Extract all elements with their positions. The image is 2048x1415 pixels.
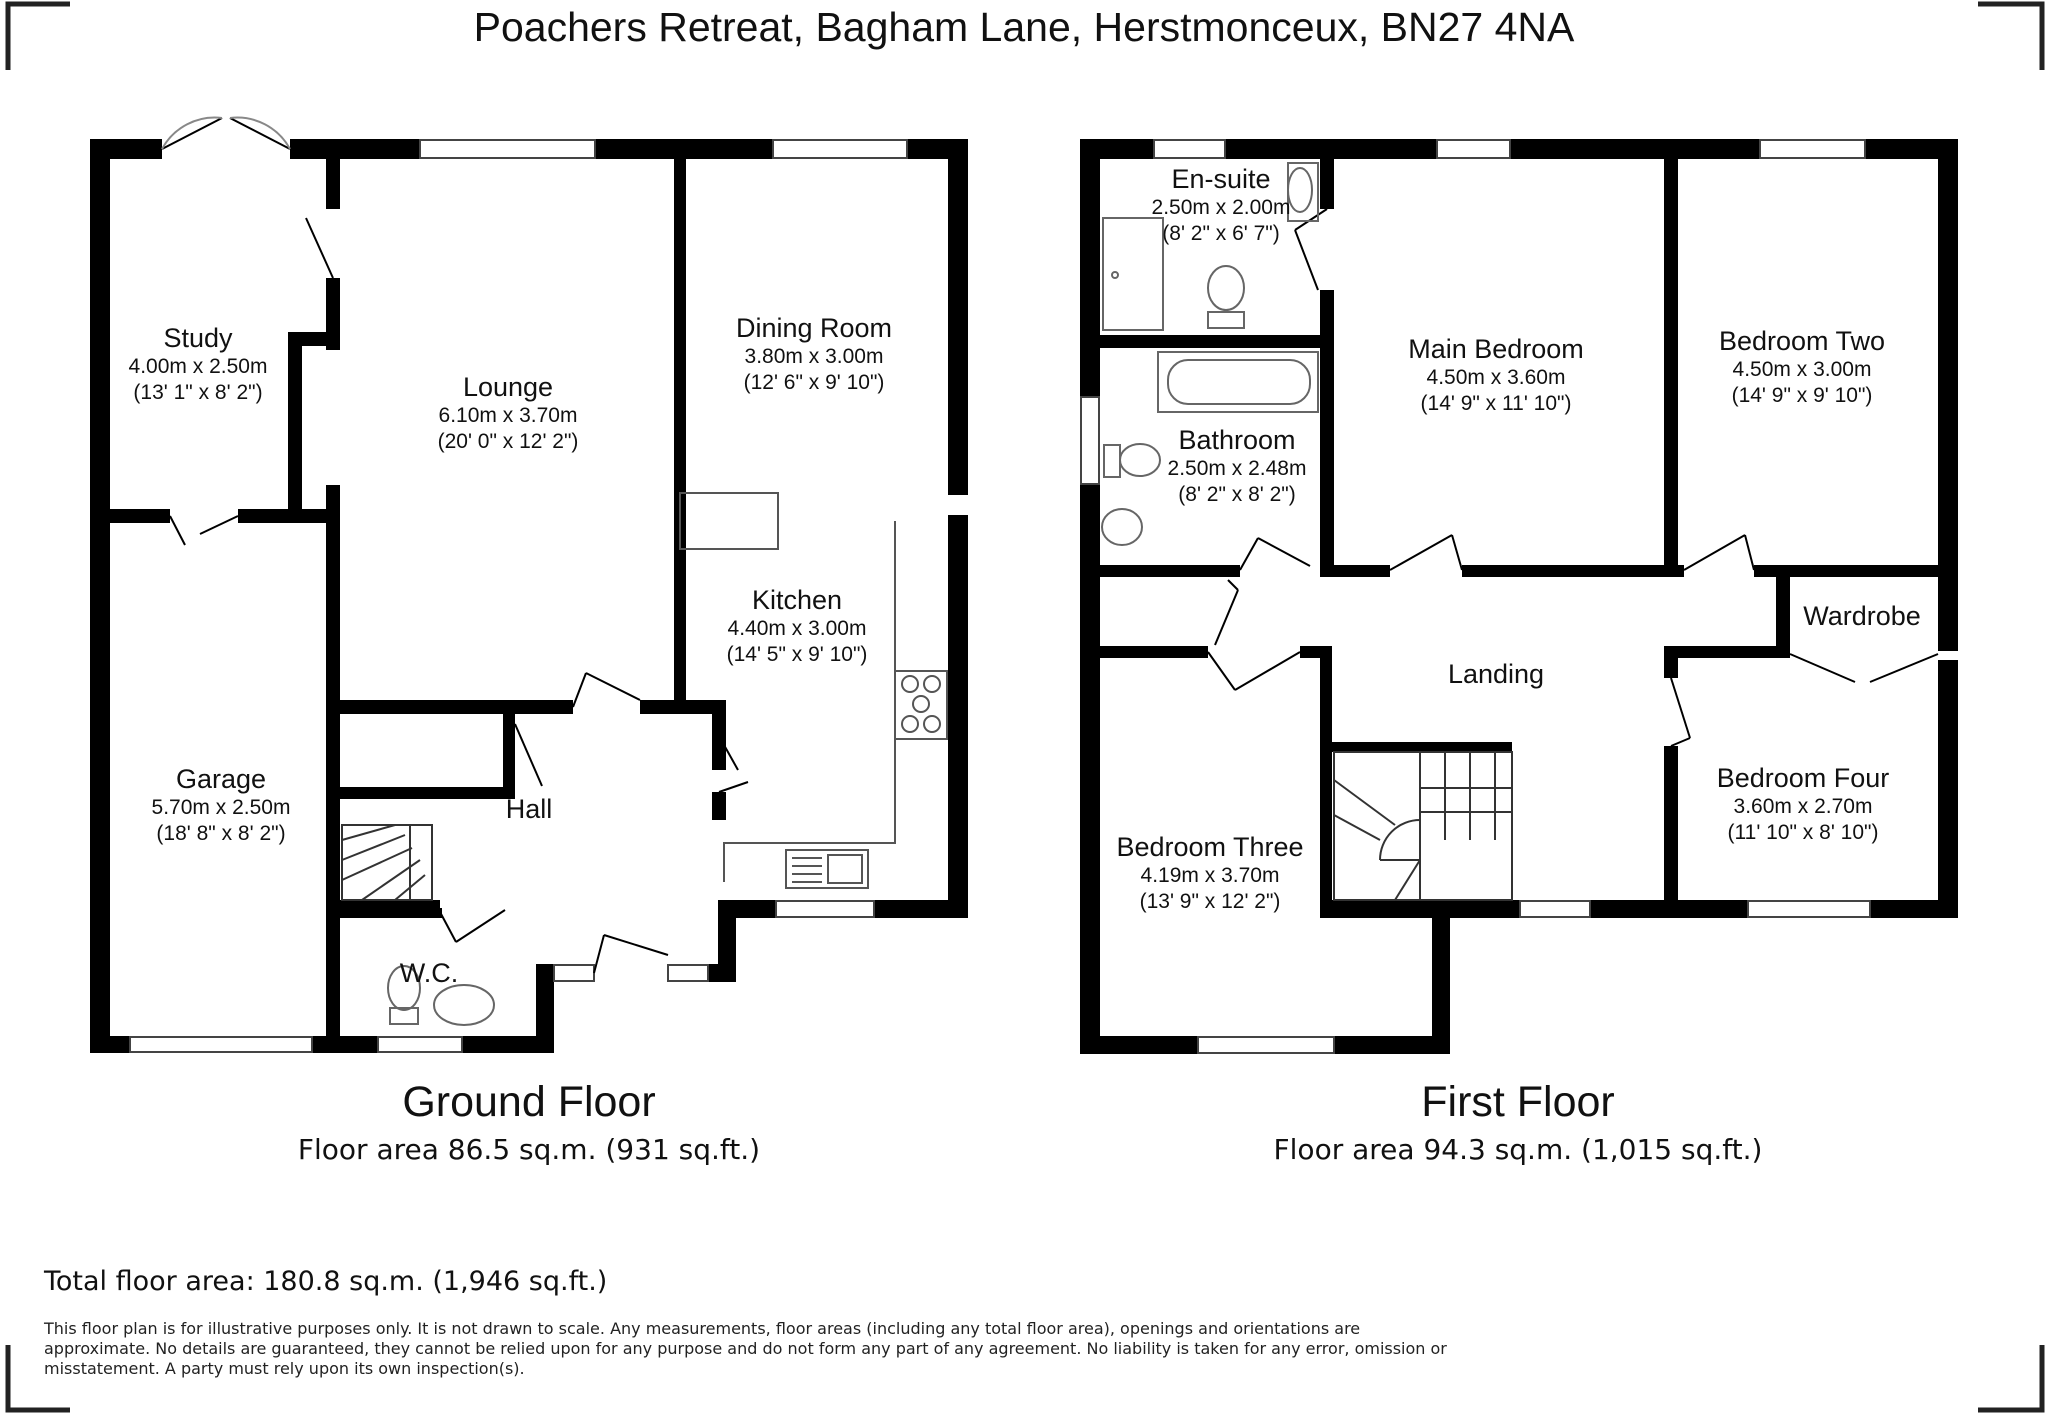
room-metric: 2.50m x 2.48m (1167, 457, 1307, 481)
floor-name: First Floor (1421, 1078, 1615, 1126)
kitchen-fixtures (680, 493, 947, 888)
room-metric: 5.70m x 2.50m (151, 796, 291, 820)
room-garage (152, 763, 291, 846)
room-name: Dining Room (735, 313, 893, 343)
room-hall (506, 793, 553, 825)
room-wc (400, 957, 459, 989)
room-imperial: (13' 1" x 8' 2") (133, 380, 263, 404)
room-metric: 4.40m x 3.00m (727, 617, 867, 641)
disclaimer: This floor plan is for illustrative purposes only. It is not drawn to scale. Any measurements, floor areas (including any total floor area), openings and orientations are approximate. No details are guaranteed, they cannot be relied upon for any purpose and do not form any part of any agreement. No liability is taken for any error, omission or misstatement. A party must rely upon its own inspection(s). (44, 1319, 1447, 1378)
room-name: Bathroom (1178, 425, 1296, 455)
room-imperial: (13' 9" x 12' 2") (1139, 889, 1281, 913)
room-main-bedroom (1408, 333, 1584, 416)
room-name: Garage (175, 764, 267, 794)
room-name: Kitchen (751, 585, 843, 615)
room-metric: 3.80m x 3.00m (744, 345, 884, 369)
room-imperial: (8' 2" x 6' 7") (1162, 221, 1280, 245)
first-floor-doors (1208, 209, 1938, 746)
room-landing (1448, 658, 1544, 690)
room-dining (736, 312, 892, 395)
floor-area: Floor area 86.5 sq.m. (931 sq.ft.) (297, 1133, 761, 1166)
ground-floor-caption (298, 1078, 760, 1166)
room-metric: 4.50m x 3.60m (1426, 366, 1566, 390)
room-metric: 6.10m x 3.70m (438, 404, 578, 428)
room-kitchen (727, 584, 868, 667)
room-name: Bedroom Four (1716, 763, 1890, 793)
total-floor-area: Total floor area: 180.8 sq.m. (1,946 sq.ft.) (44, 1266, 608, 1297)
floor-area: Floor area 94.3 sq.m. (1,015 sq.ft.) (1273, 1133, 1763, 1166)
room-metric: 2.50m x 2.00m (1151, 196, 1291, 220)
room-imperial: (14' 9" x 11' 10") (1420, 391, 1572, 415)
room-name: En-suite (1171, 164, 1271, 194)
room-imperial: (12' 6" x 9' 10") (743, 370, 885, 394)
room-bathroom (1168, 424, 1307, 507)
room-name: Lounge (462, 372, 554, 402)
room-bedroom-four (1717, 762, 1890, 845)
room-bedroom-three (1116, 831, 1303, 914)
room-imperial: (11' 10" x 8' 10") (1727, 820, 1879, 844)
room-name: Bedroom Three (1116, 832, 1304, 862)
room-lounge (438, 371, 579, 454)
room-imperial: (20' 0" x 12' 2") (437, 429, 579, 453)
room-imperial: (18' 8" x 8' 2") (156, 821, 286, 845)
room-metric: 4.00m x 2.50m (128, 355, 268, 379)
floor-name: Ground Floor (402, 1078, 656, 1126)
room-ensuite (1152, 163, 1291, 246)
room-wardrobe (1803, 600, 1921, 632)
first-floor-stairs (1334, 752, 1512, 900)
room-metric: 4.19m x 3.70m (1140, 864, 1280, 888)
room-name: Bedroom Two (1718, 326, 1886, 356)
room-imperial: (8' 2" x 8' 2") (1178, 482, 1296, 506)
room-name: Landing (1447, 659, 1545, 689)
room-imperial: (14' 9" x 9' 10") (1731, 383, 1873, 407)
room-name: Wardrobe (1803, 601, 1921, 631)
room-name: Main Bedroom (1408, 334, 1584, 364)
ground-floor-stairs (342, 825, 432, 900)
room-bedroom-two (1719, 325, 1885, 408)
first-floor-plan (1080, 139, 1958, 1054)
room-name: W.C. (399, 958, 459, 988)
room-metric: 3.60m x 2.70m (1733, 795, 1873, 819)
room-name: Hall (505, 794, 553, 824)
room-name: Study (163, 323, 233, 353)
room-study (129, 322, 268, 405)
page-title: Poachers Retreat, Bagham Lane, Herstmonceux, BN27 4NA (473, 4, 1575, 50)
first-floor-caption (1274, 1078, 1763, 1166)
room-metric: 4.50m x 3.00m (1732, 358, 1872, 382)
frame-corners (8, 4, 2042, 1410)
room-imperial: (14' 5" x 9' 10") (726, 642, 868, 666)
